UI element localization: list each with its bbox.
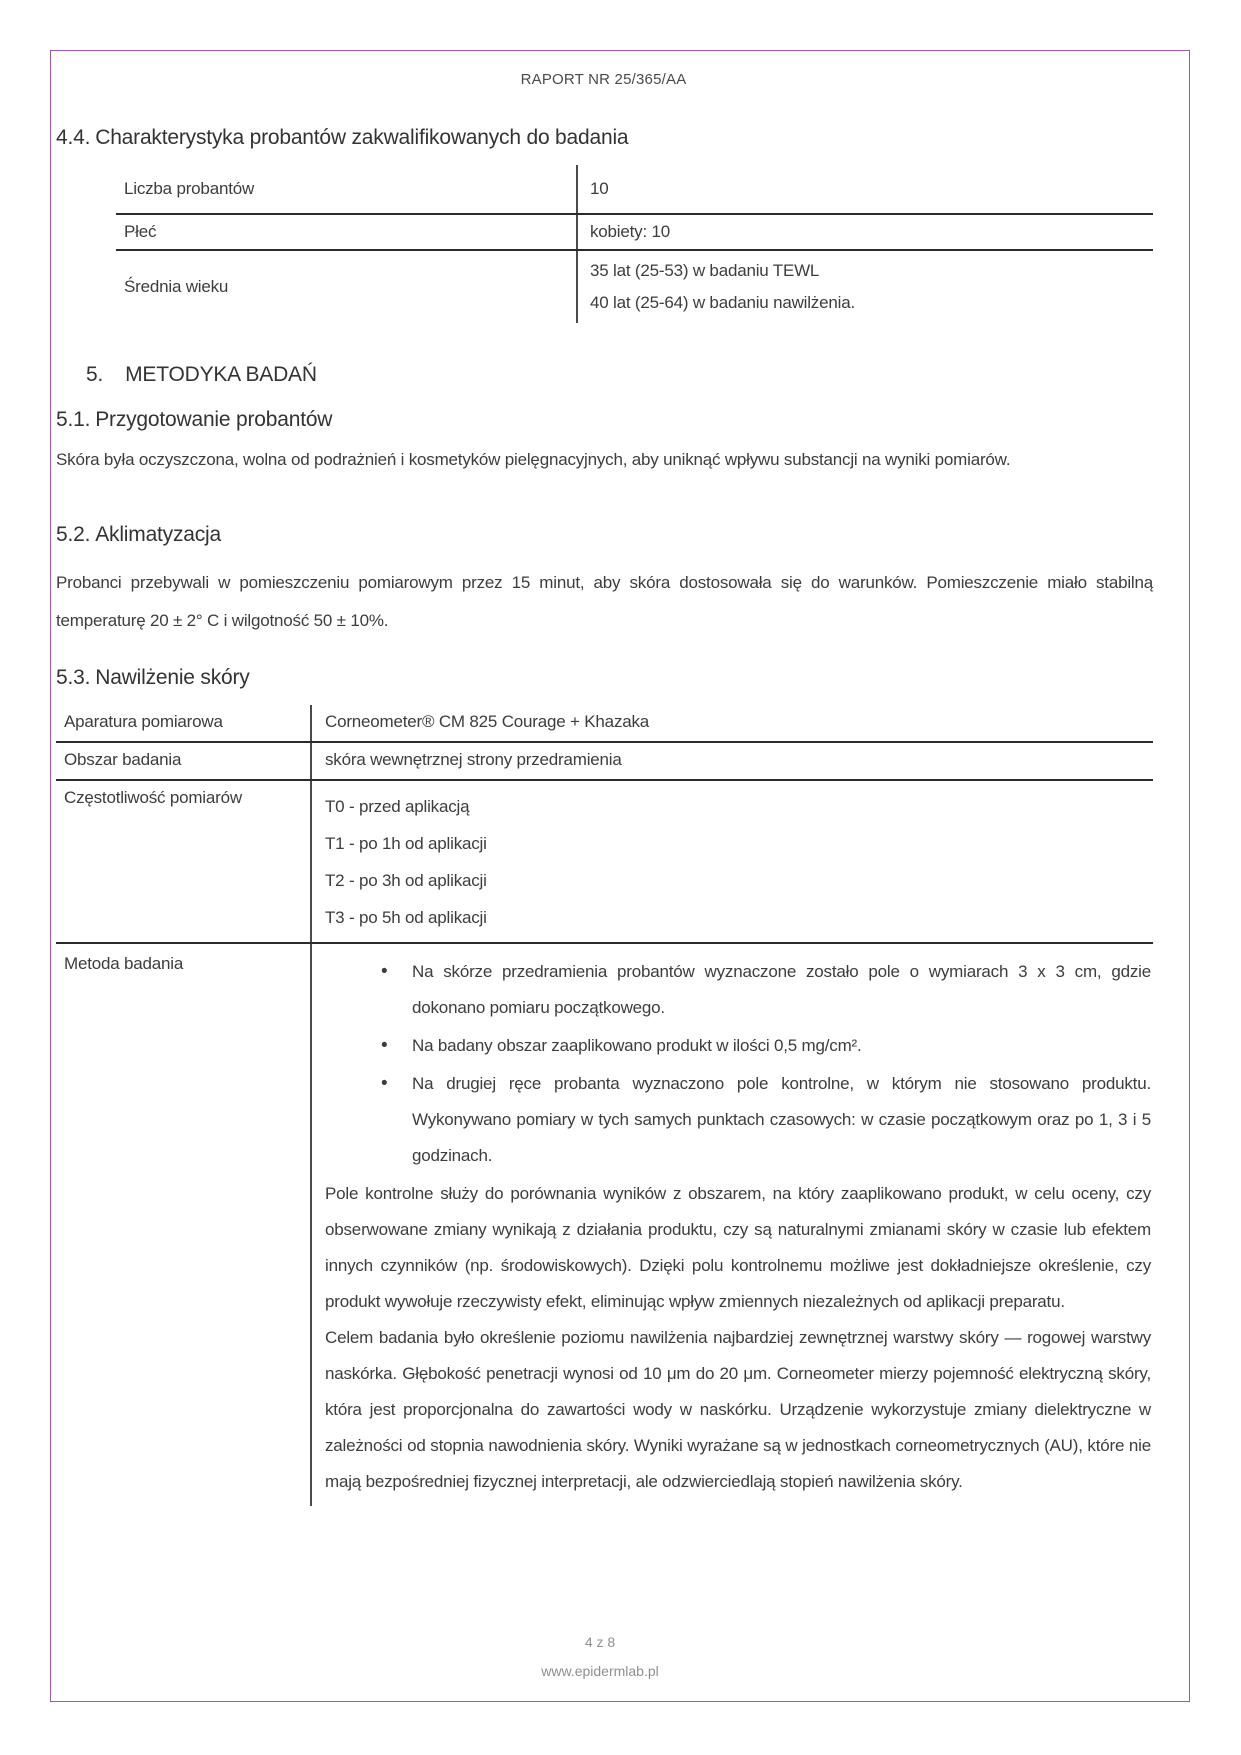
page-border-frame — [50, 50, 1190, 1702]
section-5-2-heading — [56, 521, 1151, 548]
row-label: Liczba probantów — [124, 179, 255, 198]
preparation-paragraph: Skóra była oczyszczona, wolna od podrażnień i kosmetyków pielęgnacyjnych, aby uniknąć wpływu substancji na wyniki pomiarów. — [56, 450, 1011, 469]
measurement-time-t1: T1 - po 1h od aplikacji — [325, 834, 487, 853]
table-row — [116, 215, 1153, 251]
section-5-heading — [56, 361, 1151, 388]
method-bullet-item: • Na skórze przedramienia probantów wyznaczone zostało pole o wymiarach 3 x 3 cm, gdzie dokonano pomiaru początkowego. — [412, 954, 1151, 1026]
method-bullet-list — [325, 954, 1151, 1174]
section-5-1-heading — [56, 406, 1151, 433]
table-row — [116, 251, 1153, 323]
section-4-4-number: 4.4. — [56, 126, 91, 149]
section-5-title: METODYKA BADAŃ — [125, 363, 317, 386]
row-label: Aparatura pomiarowa — [64, 712, 223, 731]
method-bullet-item: • Na drugiej ręce probanta wyznaczono pole kontrolne, w którym nie stosowano produktu. Wykonywano pomiary w tych samych punktach czasowych: w czasie początkowym oraz po 1, 3 i 5 godzinach. — [412, 1066, 1151, 1174]
page-content — [51, 51, 1189, 1506]
method-description — [325, 1176, 1151, 1500]
table-row — [56, 705, 1153, 743]
section-5-3-title: Nawilżenie skóry — [95, 666, 250, 689]
website-url: www.epidermlab.pl — [541, 1663, 659, 1679]
row-value: 10 — [590, 179, 609, 198]
section-4-4-title: Charakterystyka probantów zakwalifikowanych do badania — [95, 126, 629, 149]
method-paragraph: Pole kontrolne służy do porównania wyników z obszarem, na który zaaplikowano produkt, w celu oceny, czy obserwowane zmiany wynikają z działania produktu, czy są naturalnymi zmianami skóry w czasie lub efektem innych czynników (np. środowiskowych). Dzięki polu kontrolnemu możliwe jest dokładniejsze określenie, czy produkt wywołuje rzeczywisty efekt, eliminując wpływ zmiennych niezależnych od aplikacji preparatu. — [325, 1184, 1151, 1311]
method-bullet-item: • Na badany obszar zaaplikowano produkt w ilości 0,5 mg/cm². — [412, 1028, 1151, 1064]
row-value-line: 35 lat (25-53) w badaniu TEWL — [590, 261, 820, 280]
section-5-2-number: 5.2. — [56, 523, 91, 546]
measurement-time-t0: T0 - przed aplikacją — [325, 797, 470, 816]
section-4-4-heading — [56, 124, 1151, 151]
measurement-time-t3: T3 - po 5h od aplikacji — [325, 908, 487, 927]
hydration-table — [56, 705, 1153, 1506]
row-label: Częstotliwość pomiarów — [64, 788, 242, 807]
table-row — [56, 781, 1153, 944]
row-value-line: 40 lat (25-64) w badaniu nawilżenia. — [590, 293, 855, 312]
table-row — [116, 165, 1153, 215]
participants-table — [116, 165, 1153, 323]
page-number: 4 z 8 — [584, 1634, 616, 1650]
section-5-2-title: Aklimatyzacja — [95, 523, 222, 546]
acclimatization-paragraph: Probanci przebywali w pomieszczeniu pomiarowym przez 15 minut, aby skóra dostosowała się do warunków. Pomieszczenie miało stabilną temperaturę 20 ± 2° C i wilgotność 50 ± 10%. — [56, 573, 1153, 630]
section-5-3-number: 5.3. — [56, 666, 91, 689]
report-header-title: RAPORT NR 25/365/AA — [520, 71, 687, 88]
section-5-1-number: 5.1. — [56, 408, 91, 431]
row-value: skóra wewnętrznej strony przedramienia — [310, 743, 1153, 779]
row-label: Średnia wieku — [124, 277, 229, 296]
method-paragraph: Celem badania było określenie poziomu nawilżenia najbardziej zewnętrznej warstwy skóry — rogowej warstwy naskórka. Głębokość penetracji wynosi od 10 μm do 20 μm. Corneometer mierzy pojemność elektryczną skóry, która jest proporcjonalna do zawartości wody w naskórku. Urządzenie wykorzystuje zmiany dielektryczne w zależności od stopnia nawodnienia skóry. Wyniki wyrażane są w jednostkach corneometrycznych (AU), które nie mają bezpośredniej fizycznej interpretacji, ale odzwierciedlają stopień nawilżenia skóry. — [325, 1328, 1151, 1491]
table-row — [56, 743, 1153, 781]
section-5-3-heading — [56, 664, 1151, 691]
section-5-1-title: Przygotowanie probantów — [95, 408, 333, 431]
row-value: Corneometer® CM 825 Courage + Khazaka — [310, 705, 1153, 741]
row-value: kobiety: 10 — [590, 222, 671, 241]
row-label: Płeć — [124, 222, 157, 241]
row-label: Metoda badania — [64, 954, 184, 973]
row-label: Obszar badania — [64, 750, 182, 769]
measurement-time-t2: T2 - po 3h od aplikacji — [325, 871, 487, 890]
table-row — [56, 944, 1153, 1506]
section-5-number: 5. — [86, 363, 104, 386]
page-footer — [51, 1634, 1149, 1679]
